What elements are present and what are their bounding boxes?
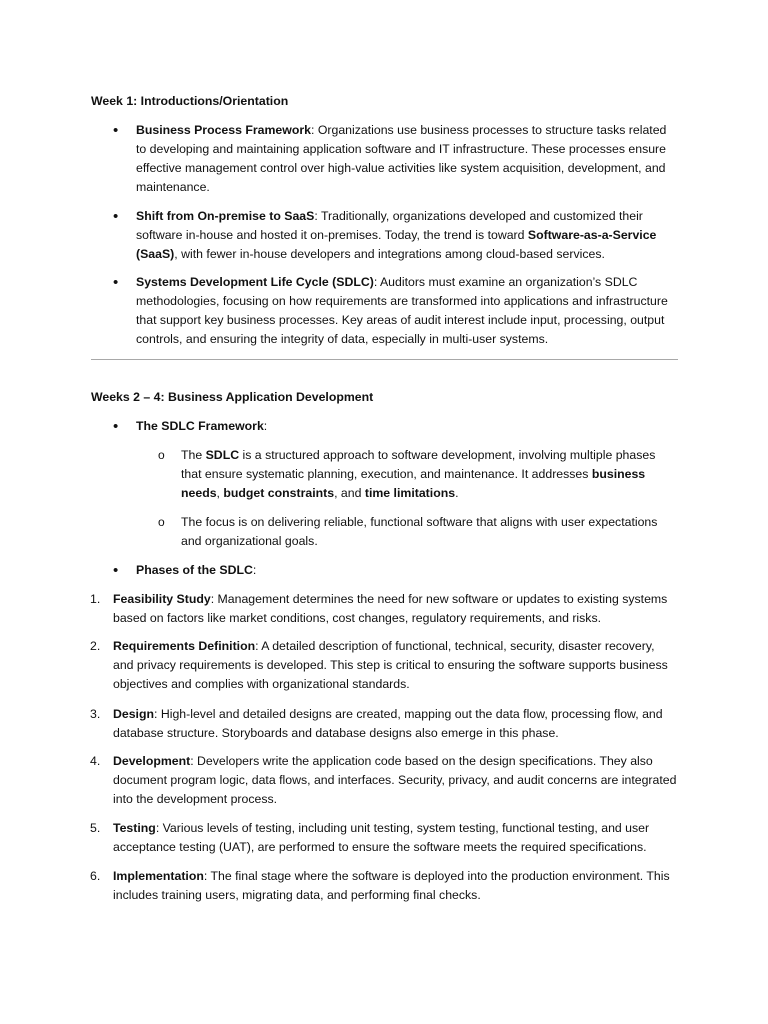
bullet-text: : Auditors must examine an organization’s SDLC methodologies, focusing on how requirements are transformed into applications and infrastructure that support key business processes. Key areas of audit interest include input, processing, output controls, and ensuring the integrity of data, especially in multi-user systems. [136,275,668,346]
bullet-sdlc [136,273,676,349]
bullet-marker: • [113,122,119,139]
bullet-title: Shift from On-premise to SaaS [136,209,315,223]
phase-number: 6. [90,869,101,883]
bullet-business-process-framework [136,121,676,197]
phase-requirements-definition [113,637,678,694]
section-divider [91,359,678,360]
bullet-shift-to-saas [136,207,676,264]
sub-bullet-marker: o [158,448,165,462]
phase-title: Feasibility Study [113,592,211,606]
phase-design [113,705,678,743]
phase-number: 1. [90,592,101,606]
week1-heading: Week 1: Introductions/Orientation [91,94,289,108]
sub-bullet-marker: o [158,515,165,529]
phase-number: 5. [90,821,101,835]
bullet-sdlc-framework [136,417,676,436]
bullet-title: Phases of the SDLC [136,563,253,577]
phase-text: : Management determines the need for new software or updates to existing systems based on factors like market conditions, cost changes, regulatory requirements, and risks. [113,592,668,625]
phase-title: Testing [113,821,156,835]
phase-title: Development [113,754,191,768]
sub-emphasis: SDLC [205,448,240,462]
bullet-phases-of-sdlc [136,561,676,580]
bullet-suffix: : [263,419,268,433]
sub-text: . [455,486,459,500]
phase-feasibility-study [113,590,678,628]
bullet-marker: • [113,562,119,579]
phase-text: : Various levels of testing, including unit testing, system testing, functional testing, and user acceptance testing (UAT), are performed to ensure the software meets the required specifications. [113,821,650,854]
sub-text: , and [334,486,365,500]
phase-title: Implementation [113,869,204,883]
sub-emphasis: time limitations [364,486,456,500]
phase-number: 4. [90,754,101,768]
phase-testing [113,819,678,857]
sub-text: is a structured approach to software development, involving multiple phases that ensure systematic planning, execution, and maintenance. It addresses [181,448,656,481]
phase-number: 2. [90,639,101,653]
bullet-title: Systems Development Life Cycle (SDLC) [136,275,374,289]
weeks2to4-heading: Weeks 2 – 4: Business Application Development [91,390,374,404]
bullet-text: : Organizations use business processes to structure tasks related to developing and maintaining application software and IT infrastructure. These processes ensure effective management control over high-value activities like system acquisition, development, and maintenance. [136,123,667,194]
bullet-title: The SDLC Framework [136,419,264,433]
phase-text: : High-level and detailed designs are created, mapping out the data flow, processing flow, and database structure. Storyboards and database designs also emerge in this phase. [113,707,663,740]
bullet-text: , with fewer in-house developers and integrations among cloud-based services. [174,247,605,261]
bullet-marker: • [113,418,119,435]
phase-text: : The final stage where the software is deployed into the production environment. This includes training users, migrating data, and performing final checks. [113,869,670,902]
sub-text: The [181,448,206,462]
bullet-marker: • [113,274,119,291]
phase-development [113,752,678,809]
phase-implementation [113,867,678,905]
bullet-emphasis: Software-as-a-Service (SaaS) [136,228,657,261]
bullet-marker: • [113,208,119,225]
phase-text: : Developers write the application code based on the design specifications. They also document program logic, data flows, and interfaces. Security, privacy, and audit concerns are integrated into the development process. [113,754,677,806]
phase-text: : A detailed description of functional, technical, security, disaster recovery, and privacy requirements is developed. This step is critical to ensuring the software supports business objectives and complies with organizational standards. [113,639,668,691]
sub-bullet-focus: The focus is on delivering reliable, functional software that aligns with user expectations and organizational goals. [181,515,658,548]
phase-title: Requirements Definition [113,639,256,653]
bullet-title: Business Process Framework [136,123,311,137]
sub-emphasis: business needs [181,467,646,500]
bullet-text: : Traditionally, organizations developed and customized their software in-house and hosted it on-premises. Today, the trend is toward [136,209,643,242]
phase-title: Design [113,707,154,721]
sub-emphasis: budget constraints [223,486,335,500]
bullet-suffix: : [252,563,257,577]
sub-bullet-sdlc-definition [181,446,678,503]
sub-text: , [216,486,224,500]
phase-number: 3. [90,707,101,721]
